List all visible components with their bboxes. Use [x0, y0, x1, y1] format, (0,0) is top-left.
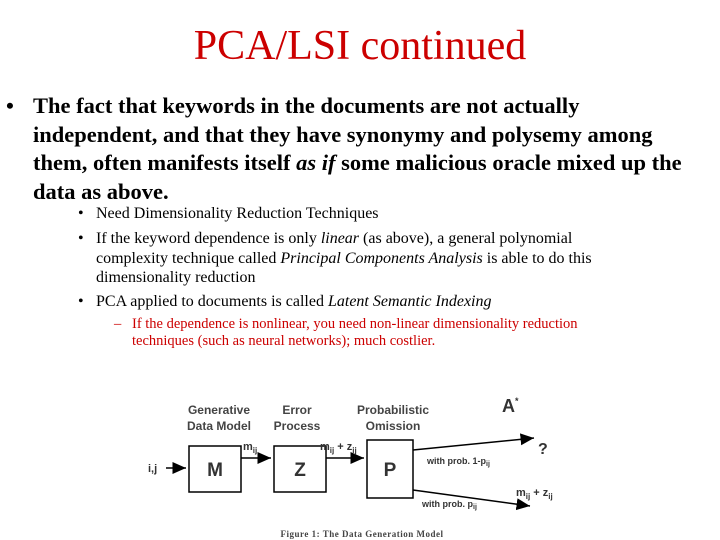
label-error: Error — [282, 403, 312, 417]
label-prob-lower: with prob. $p_{ij}$ — [422, 499, 477, 511]
data-generation-diagram — [140, 390, 580, 540]
box-z-label: Z — [294, 460, 306, 481]
label-a-star: A* — [502, 396, 519, 416]
label-omission: Omission — [365, 419, 421, 433]
input-label: i,j — [148, 463, 158, 475]
slide-title: PCA/LSI continued — [193, 23, 527, 69]
bullet-dot: • — [6, 93, 14, 118]
label-generative: Generative — [187, 403, 251, 417]
label-output-mij-zij: $m_{ij} + z_{ij}$ — [516, 487, 553, 501]
label-probabilistic: Probabilistic — [356, 403, 430, 417]
label-data-model: Data Model — [186, 419, 252, 433]
figure-caption: Figure 1: The Data Generation Model — [280, 529, 444, 539]
bullet-dot: • — [78, 205, 84, 222]
box-m-label: M — [207, 460, 223, 481]
label-process: Process — [273, 419, 321, 433]
label-mij: $m_{ij}$ — [243, 441, 258, 455]
label-question: ? — [538, 441, 548, 458]
box-p-label: P — [383, 460, 397, 481]
bullet-dot: • — [78, 293, 84, 310]
label-mij-plus-zij: $m_{ij} + z_{ij}$ — [320, 441, 357, 455]
bullet-dot: • — [78, 230, 84, 247]
dash-marker: – — [114, 316, 122, 332]
main-bullet-text: The fact that keywords in the documents are not actually independent, and that they have synonymy and polysemy among them, often manifests itself as if some malicious oracle mixed up the data as above. — [33, 93, 682, 204]
arrow-p-upper — [413, 438, 534, 450]
label-prob-upper: with prob. $1-p_{ij}$ — [427, 456, 490, 468]
